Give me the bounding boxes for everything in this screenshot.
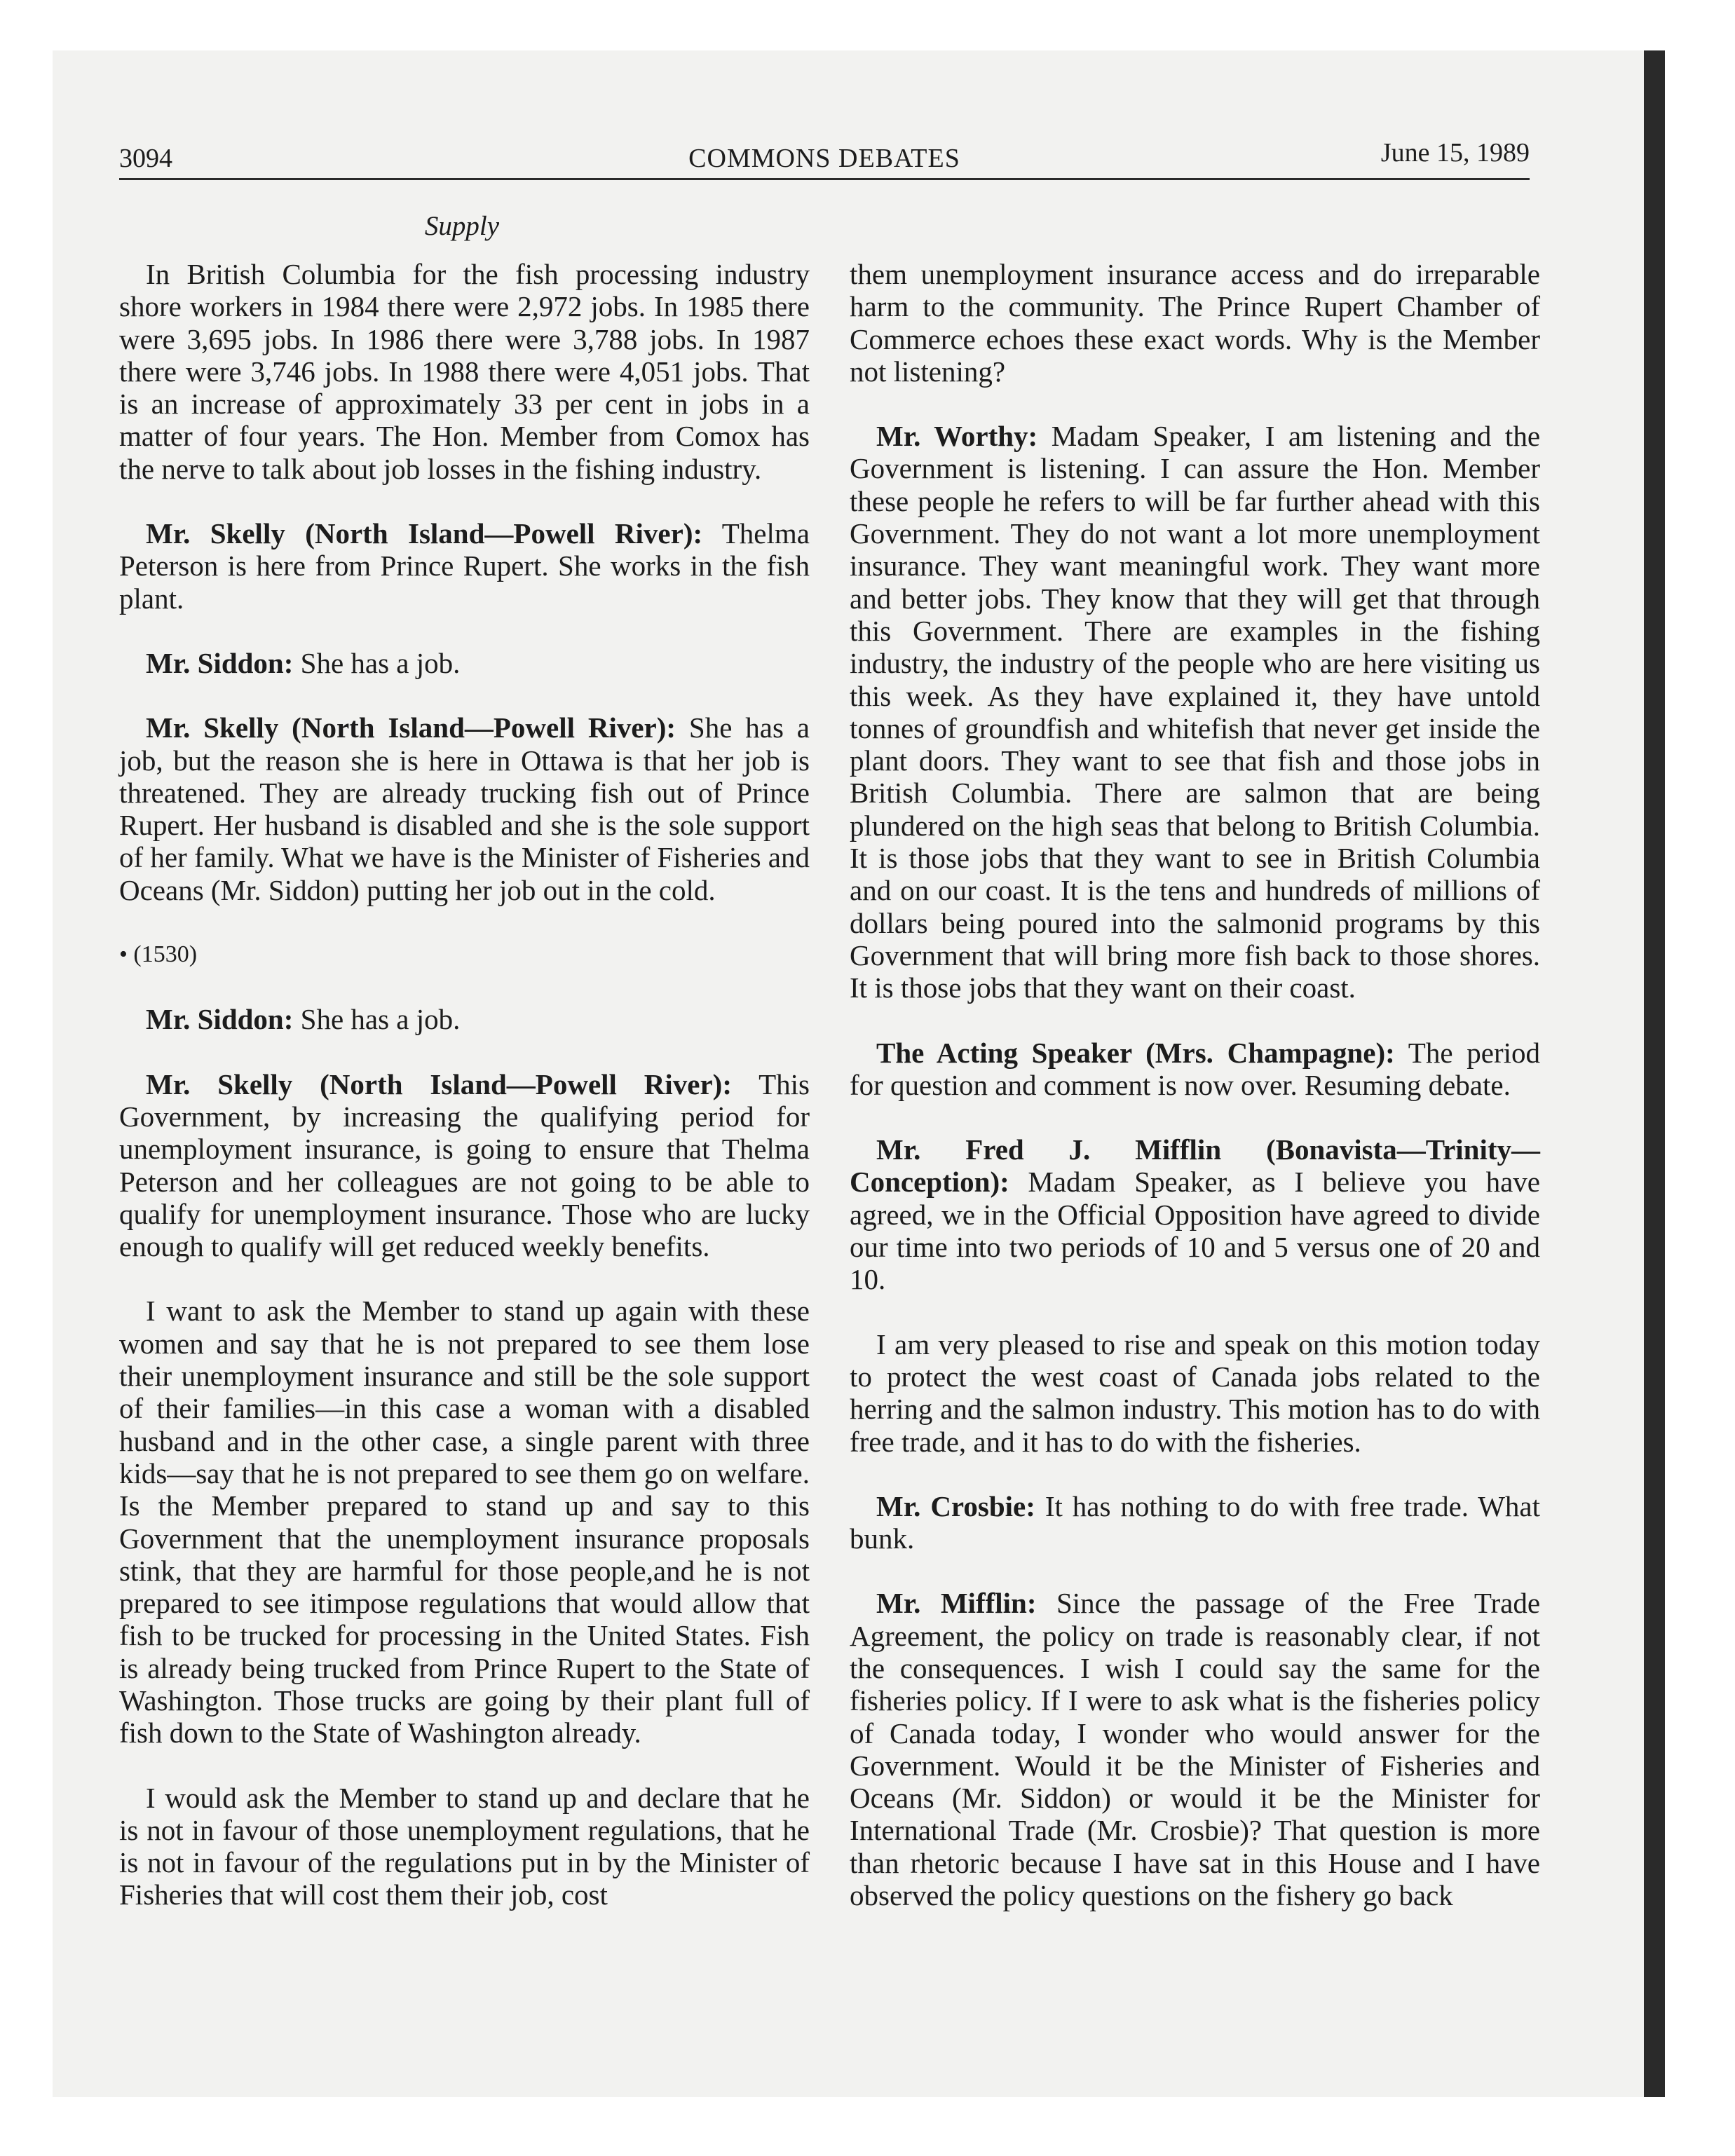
right-column [850,258,1540,1944]
left-column [119,258,810,1944]
running-header [119,137,1530,179]
speaker-name: Mr. Skelly (North Island—Powell River): [146,711,676,744]
speech-text: She has a job, but the reason she is here in Ottawa is that her job is threatened. They are already trucking fish out of Prince Rupert. Her husband is disabled and she is the sole support of her family. What we have is the Minister of Fisheries and Oceans (Mr. Siddon) putting her job out in the cold. [119,711,810,906]
speaker-name: Mr. Fred J. Mifflin (Bonavista—Trinity—Conception): [850,1133,1540,1199]
paragraph: I am very pleased to rise and speak on this motion today to protect the west coast of Canada jobs related to the herring and the salmon industry. This motion has to do with free trade, and it has to do with the fisheries. [850,1328,1540,1458]
speaker-name: Mr. Mifflin: [876,1587,1037,1620]
speech-text: Thelma Peterson is here from Prince Rupert. She works in the fish plant. [119,517,810,615]
section-heading: Supply [424,211,500,241]
page-number: 3094 [119,144,172,173]
speaker-name: Mr. Siddon: [146,1003,294,1036]
scan-edge-shadow [1644,50,1665,2097]
speech-paragraph [850,420,1540,1004]
paragraph: I want to ask the Member to stand up again with these women and say that he is not prepared to see them lose their unemployment insurance and still be the sole support of their families—in this case a woman with a disabled husband and in the other case, a single parent with three kids—say that he is not prepared to see them go on welfare. Is the Member prepared to stand up and say to this Government that the unemployment insurance proposals stink, that they are harmful for those people,and he is not prepared to see itimpose regulations that would allow that fish to be trucked for processing in the United States. Fish is already being trucked from Prince Rupert to the State of Washington. Those trucks are going by their plant full of fish down to the State of Washington already. [119,1295,810,1749]
paragraph: I would ask the Member to stand up and declare that he is not in favour of those unemployment regulations, that he is not in favour of the regulations put in by the Minister of Fisheries that will cost them their job, cost [119,1781,810,1911]
speech-text: She has a job. [300,646,461,679]
speech-paragraph [850,1133,1540,1295]
speech-paragraph [850,1037,1540,1102]
speaker-name: Mr. Siddon: [146,646,294,679]
time-marker: • (1530) [119,941,198,968]
speech-paragraph [119,1068,810,1263]
speaker-name: Mr. Skelly (North Island—Powell River): [146,517,703,550]
speech-text: The period for question and comment is now over. Resuming debate. [850,1036,1540,1101]
speech-text: Madam Speaker, I am listening and the Government is listening. I can assure the Hon. Member these people he refers to will be far further ahead with this Government. They do not want a lot more unemployment insurance. They want meaningful work. They want more and better jobs. They know that they will get that through this Government. There are examples in the fishing industry, the industry of the people who are here visiting us this week. As they have explained it, they have untold tonnes of groundfish and whitefish that never get inside the plant doors. They want to see that fish and those jobs in British Columbia. There are salmon that are being plundered on the high seas that belong to British Columbia. It is those jobs that they want to see in British Columbia and on our coast. It is the tens and hundreds of millions of dollars being poured into the salmonid programs by this Government that will bring more fish back to those shores. It is those jobs that they want on their coast. [850,420,1541,1004]
continued-paragraph: them unemployment insurance access and do irreparable harm to the community. The Prince Rupert Chamber of Commerce echoes these exact words. Why is the Member not listening? [850,258,1540,388]
speech-text: Since the passage of the Free Trade Agreement, the policy on trade is reasonably clear, if not the consequences. I wish I could say the same for the fisheries policy. If I were to ask what is the fisheries policy of Canada today, I wonder who would answer for the Government. Would it be the Minister of Fisheries and Oceans (Mr. Siddon) or would it be the Minister for International Trade (Mr. Crosbie)? That question is more than rhetoric because I have sat in this House and I have observed the policy questions on the fishery go back [850,1587,1541,1912]
speech-paragraph [850,1587,1540,1911]
publication-title: COMMONS DEBATES [688,144,960,173]
sitting-date: June 15, 1989 [1380,138,1530,168]
speaker-name: Mr. Skelly (North Island—Powell River): [146,1067,732,1100]
speech-paragraph [119,517,810,615]
speaker-name: Mr. Crosbie: [876,1489,1035,1522]
paragraph: In British Columbia for the fish processing industry shore workers in 1984 there were 2,972 jobs. In 1985 there were 3,695 jobs. In 1986 there were 3,788 jobs. In 1987 there were 3,746 jobs. In 1988 there were 4,051 jobs. That is an increase of approximately 33 per cent in jobs in a matter of four years. The Hon. Member from Comox has the nerve to talk about job losses in the fishing industry. [119,258,810,485]
speech-text: This Government, by increasing the qualifying period for unemployment insurance, is going to ensure that Thelma Peterson and her colleagues are not going to be able to qualify for unemployment insurance. Those who are lucky enough to qualify will get reduced weekly benefits. [119,1067,810,1263]
speech-paragraph [119,711,810,906]
speech-text: Madam Speaker, as I believe you have agreed, we in the Official Opposition have agreed to divide our time into two periods of 10 and 5 versus one of 20 and 10. [850,1166,1540,1296]
speaker-name: Mr. Worthy: [876,420,1038,453]
speech-text: She has a job. [300,1003,461,1036]
speaker-name: The Acting Speaker (Mrs. Champagne): [876,1036,1395,1069]
speech-text: It has nothing to do with free trade. What bunk. [850,1489,1541,1555]
speech-paragraph [850,1490,1540,1555]
header-rule [119,178,1530,180]
speech-paragraph [119,1003,810,1035]
speech-paragraph [119,647,810,679]
